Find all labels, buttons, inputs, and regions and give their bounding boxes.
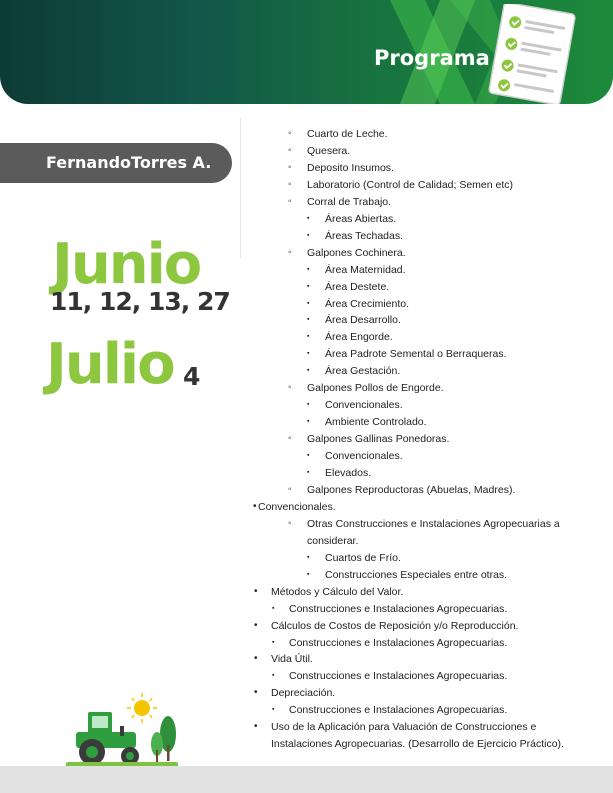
program-item-text: Corral de Trabajo. xyxy=(307,195,392,208)
page-header xyxy=(0,0,613,104)
program-item-text: Áreas Techadas. xyxy=(325,229,404,242)
program-item-text: Ambiente Controlado. xyxy=(325,416,427,429)
program-item-text: Otras Construcciones e Instalaciones Agropecuarias a xyxy=(307,517,560,530)
footer-band xyxy=(0,766,613,793)
bullet-icon: ◦ xyxy=(288,128,292,139)
month-julio: Julio xyxy=(46,332,174,397)
bullet-icon: • xyxy=(254,721,258,733)
bullet-icon: ◦ xyxy=(288,433,292,445)
program-item-text: Construcciones Especiales entre otras. xyxy=(325,568,508,581)
checklist-icon xyxy=(488,4,580,104)
bullet-icon: • xyxy=(254,619,258,631)
bullet-icon: ▪ xyxy=(272,672,275,680)
program-item-text: Áreas Abiertas. xyxy=(325,212,397,225)
program-item-text: Quesera. xyxy=(307,144,351,157)
program-item-text: Elevados. xyxy=(325,467,372,479)
program-item-text: Depreciación. xyxy=(271,687,336,700)
bullet-icon: ▪ xyxy=(307,265,310,273)
bullet-icon: ◦ xyxy=(288,195,292,207)
bullet-icon: ▪ xyxy=(307,231,310,239)
days-junio: 11, 12, 13, 27 xyxy=(50,287,230,316)
program-item-text: Instalaciones Agropecuarias. (Desarrollo de Ejercicio Práctico). xyxy=(271,738,564,751)
program-item-text: Convencionales. xyxy=(325,450,403,463)
bullet-icon: ▪ xyxy=(307,316,310,324)
program-item-text: Área Crecimiento. xyxy=(325,297,410,310)
tractor-icon xyxy=(76,712,139,765)
bullet-icon: ◦ xyxy=(288,517,292,529)
bullet-icon: ▪ xyxy=(307,401,310,409)
program-item-text: Construcciones e Instalaciones Agropecuarias. xyxy=(289,670,508,683)
bullet-icon: • xyxy=(253,500,257,512)
program-item-text: Área Gestación. xyxy=(325,365,401,378)
program-item-text: Área Destete. xyxy=(325,280,390,293)
program-item-text: Deposito Insumos. xyxy=(307,161,394,174)
program-item-text: Convencionales. xyxy=(258,500,336,513)
bullet-icon: ◦ xyxy=(288,178,292,190)
program-item-text: Cuarto de Leche. xyxy=(307,128,388,140)
program-item-text: Convencionales. xyxy=(325,399,403,412)
program-item-text: Métodos y Cálculo del Valor. xyxy=(271,585,404,598)
bullet-icon: ▪ xyxy=(307,418,310,426)
program-item-text: Construcciones e Instalaciones Agropecuarias. xyxy=(289,704,508,717)
program-item-text: considerar. xyxy=(307,534,359,547)
bullet-icon: ▪ xyxy=(307,367,310,375)
bullet-icon: ▪ xyxy=(307,570,310,578)
program-item-text: Galpones Gallinas Ponedoras. xyxy=(307,433,450,446)
bullet-icon: ▪ xyxy=(307,452,310,460)
program-item-text: Galpones Cochinera. xyxy=(307,246,406,259)
bullet-icon: ◦ xyxy=(288,382,292,394)
bullet-icon: ▪ xyxy=(272,604,275,612)
program-item-text: Laboratorio (Control de Calidad; Semen etc) xyxy=(307,178,514,191)
bullet-icon: ▪ xyxy=(307,553,310,561)
program-item-text: Galpones Reproductoras (Abuelas, Madres). xyxy=(307,483,516,496)
bullet-icon: ▪ xyxy=(272,706,275,714)
program-item-text: Uso de la Aplicación para Valuación de Construcciones e xyxy=(271,721,537,734)
page-title: Programa xyxy=(374,46,490,70)
bullet-icon: ◦ xyxy=(288,161,292,173)
bullet-icon: ▪ xyxy=(307,282,310,290)
bullet-icon: ◦ xyxy=(288,483,292,495)
bullet-icon: ◦ xyxy=(288,246,292,258)
bullet-icon: ▪ xyxy=(307,299,310,307)
bullet-icon: • xyxy=(254,653,258,665)
bullet-icon: ▪ xyxy=(307,333,310,341)
bullet-icon: ▪ xyxy=(307,350,310,358)
tractor-illustration xyxy=(62,690,187,770)
program-item-text: Cálculos de Costos de Reposición y/o Reproducción. xyxy=(271,619,519,632)
program-item-text: Vida Útil. xyxy=(271,653,313,666)
program-item-text: Área Engorde. xyxy=(325,331,393,344)
bullet-icon: ▪ xyxy=(307,214,310,222)
program-item-text: Área Maternidad. xyxy=(325,263,406,276)
program-item-text: Cuartos de Frío. xyxy=(325,551,401,564)
program-item-text: Galpones Pollos de Engorde. xyxy=(307,382,444,395)
tree-icon xyxy=(151,716,176,762)
days-julio: 4 xyxy=(183,362,201,391)
bullet-icon: ▪ xyxy=(272,638,275,646)
program-item-text: Área Padrote Semental o Berraqueras. xyxy=(325,348,507,361)
bullet-icon: ◦ xyxy=(288,144,292,156)
program-item-text: Área Desarrollo. xyxy=(325,314,401,327)
program-item-text: Construcciones e Instalaciones Agropecuarias. xyxy=(289,602,508,615)
divider-line xyxy=(240,118,241,258)
bullet-icon: • xyxy=(254,585,258,597)
program-item-text: Construcciones e Instalaciones Agropecuarias. xyxy=(289,636,508,649)
bullet-icon: ▪ xyxy=(307,469,310,476)
sun-icon xyxy=(127,693,157,723)
month-junio: Junio xyxy=(52,232,201,297)
bullet-icon: • xyxy=(254,687,258,699)
instructor-name: FernandoTorres A. xyxy=(0,143,232,183)
